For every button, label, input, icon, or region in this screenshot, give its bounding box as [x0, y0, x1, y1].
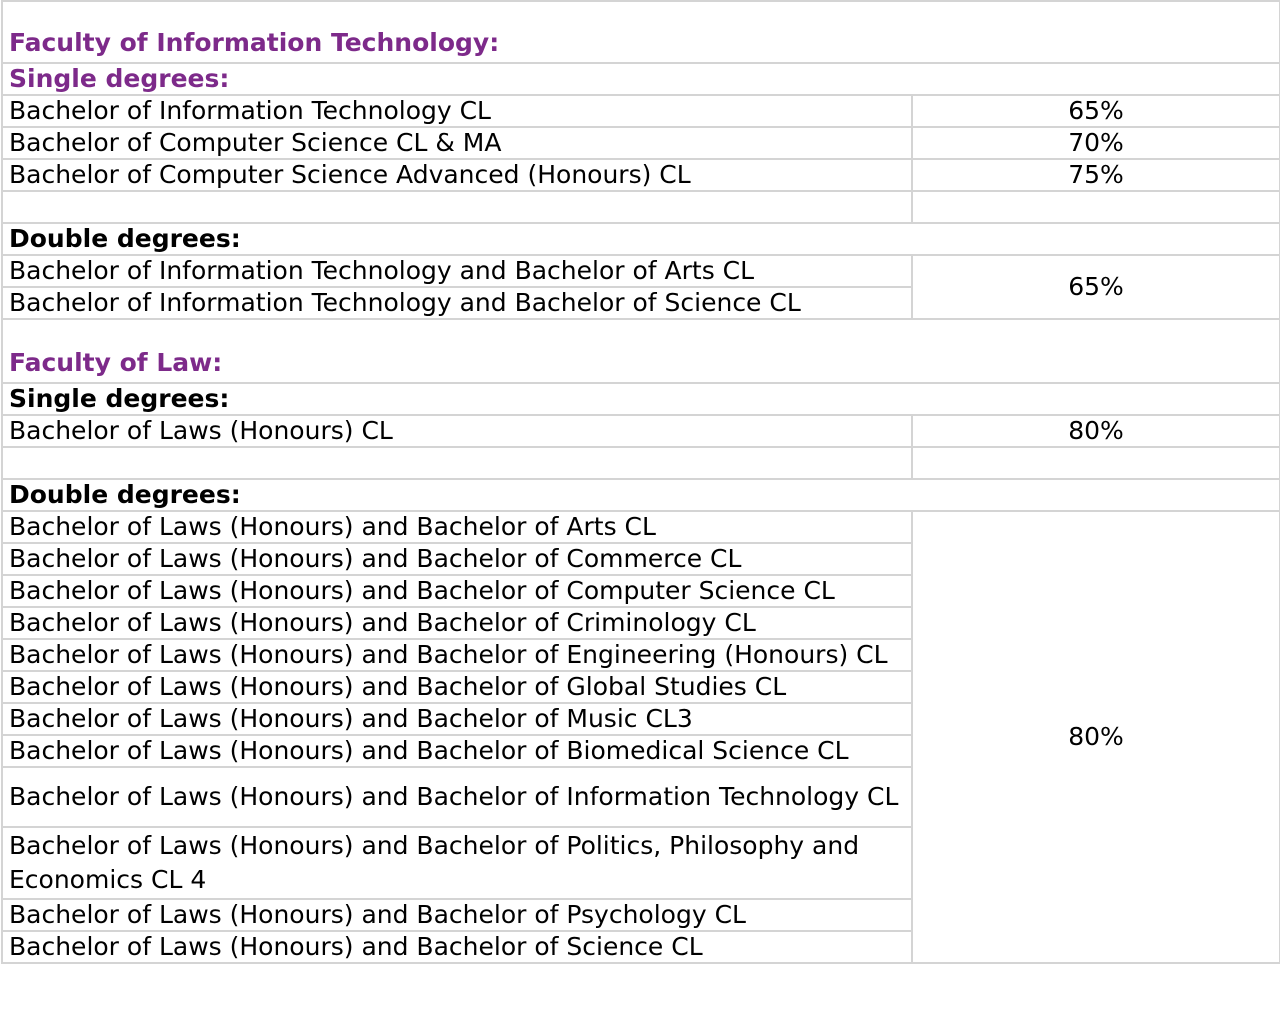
course-name: Bachelor of Information Technology CL [2, 95, 912, 127]
course-name: Bachelor of Laws (Honours) and Bachelor of Biomedical Science CL [2, 735, 912, 767]
section-row [2, 223, 1280, 255]
course-name: Bachelor of Information Technology and Bachelor of Arts CL [2, 255, 912, 287]
blank-row [2, 447, 1280, 479]
course-name: Bachelor of Laws (Honours) and Bachelor of Arts CL [2, 511, 912, 543]
faculty-title-law: Faculty of Law: [2, 319, 1280, 383]
double-degrees-score-law: 80% [912, 511, 1280, 963]
faculty-row [2, 319, 1280, 383]
double-degrees-score-it: 65% [912, 255, 1280, 319]
table-row [2, 95, 1280, 127]
single-degrees-heading-it: Single degrees: [2, 63, 1280, 95]
course-name: Bachelor of Laws (Honours) and Bachelor of Engineering (Honours) CL [2, 639, 912, 671]
course-score: 80% [912, 415, 1280, 447]
course-name: Bachelor of Laws (Honours) and Bachelor of Psychology CL [2, 899, 912, 931]
course-name: Bachelor of Laws (Honours) and Bachelor of Criminology CL [2, 607, 912, 639]
blank-cell [2, 191, 912, 223]
course-name: Bachelor of Laws (Honours) and Bachelor of Information Technology CL [2, 767, 912, 827]
blank-cell [912, 191, 1280, 223]
section-row [2, 63, 1280, 95]
course-name: Bachelor of Laws (Honours) and Bachelor of Global Studies CL [2, 671, 912, 703]
course-score: 65% [912, 95, 1280, 127]
table-row [2, 255, 1280, 287]
table-row [2, 511, 1280, 543]
table-row [2, 415, 1280, 447]
course-name: Bachelor of Information Technology and Bachelor of Science CL [2, 287, 912, 319]
blank-cell [2, 447, 912, 479]
course-name: Bachelor of Laws (Honours) CL [2, 415, 912, 447]
double-degrees-heading-law: Double degrees: [2, 479, 1280, 511]
table-row [2, 159, 1280, 191]
double-degrees-heading-it: Double degrees: [2, 223, 1280, 255]
course-name: Bachelor of Computer Science CL & MA [2, 127, 912, 159]
course-score: 70% [912, 127, 1280, 159]
section-row [2, 383, 1280, 415]
course-name: Bachelor of Laws (Honours) and Bachelor of Politics, Philosophy and Economics CL 4 [2, 827, 912, 899]
course-name: Bachelor of Computer Science Advanced (Honours) CL [2, 159, 912, 191]
single-degrees-heading-law: Single degrees: [2, 383, 1280, 415]
course-score: 75% [912, 159, 1280, 191]
course-name: Bachelor of Laws (Honours) and Bachelor of Music CL3 [2, 703, 912, 735]
table-row [2, 127, 1280, 159]
faculty-row [2, 1, 1280, 63]
course-name: Bachelor of Laws (Honours) and Bachelor of Commerce CL [2, 543, 912, 575]
admission-score-table [1, 0, 1280, 964]
course-name: Bachelor of Laws (Honours) and Bachelor of Computer Science CL [2, 575, 912, 607]
faculty-title-it: Faculty of Information Technology: [2, 1, 1280, 63]
course-name: Bachelor of Laws (Honours) and Bachelor of Science CL [2, 931, 912, 963]
blank-cell [912, 447, 1280, 479]
blank-row [2, 191, 1280, 223]
section-row [2, 479, 1280, 511]
